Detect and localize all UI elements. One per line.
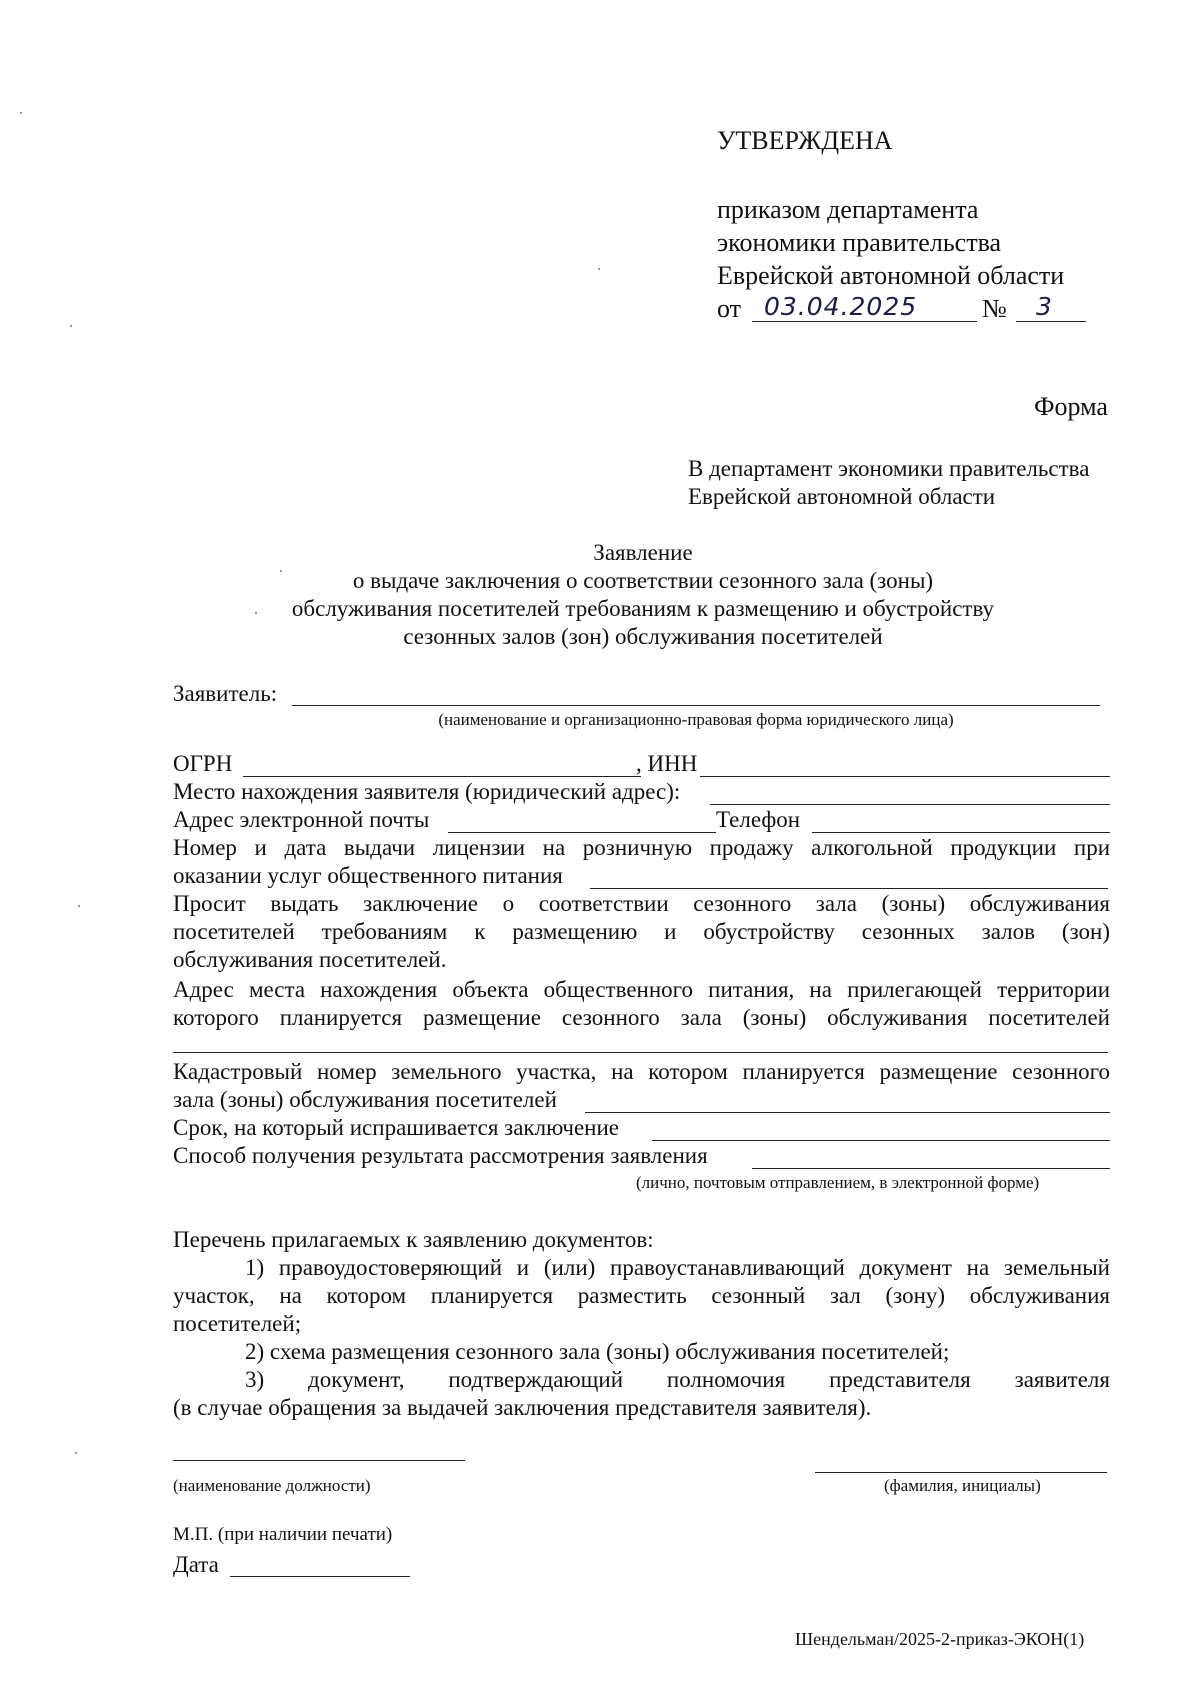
addressee-line-2: Еврейской автономной области xyxy=(688,484,996,509)
request-text-line-2: посетителей требованиям к размещению и обустройству сезонных залов (зон) xyxy=(173,919,1110,944)
phone-label: Телефон xyxy=(716,807,801,832)
scan-speck xyxy=(75,1452,77,1454)
ogrn-field-line[interactable] xyxy=(243,776,641,777)
result-method-label: Способ получения результата рассмотрения заявления xyxy=(173,1143,708,1168)
approval-number-line xyxy=(1016,321,1086,322)
approval-title: УТВЕРЖДЕНА xyxy=(717,126,893,155)
document-subtitle-line-1: о выдаче заключения о соответствии сезонного зала (зоны) xyxy=(352,568,934,593)
approval-number-prefix: № xyxy=(982,294,1007,323)
legal-address-field-line[interactable] xyxy=(710,804,1110,805)
scan-speck xyxy=(78,905,80,907)
documents-item-1-line-3: посетителей; xyxy=(173,1311,302,1336)
inn-field-line[interactable] xyxy=(700,776,1110,777)
email-label: Адрес электронной почты xyxy=(173,807,430,832)
legal-address-label: Место нахождения заявителя (юридический адрес): xyxy=(173,779,681,804)
position-signature-line[interactable] xyxy=(173,1460,465,1461)
addressee-line-1: В департамент экономики правительства xyxy=(688,456,1090,481)
stamp-label: М.П. (при наличии печати) xyxy=(173,1524,393,1545)
approval-line-3: Еврейской автономной области xyxy=(717,261,1065,290)
name-hint: (фамилия, инициалы) xyxy=(884,1476,1041,1495)
term-field-line[interactable] xyxy=(652,1140,1110,1141)
cadastral-field-line[interactable] xyxy=(585,1112,1110,1113)
ogrn-label: ОГРН xyxy=(173,751,233,776)
documents-item-1-line-2: участок, на котором планируется разместить сезонный зал (зону) обслуживания xyxy=(173,1283,1110,1308)
term-label: Срок, на который испрашивается заключение xyxy=(173,1115,619,1140)
position-hint: (наименование должности) xyxy=(173,1476,371,1495)
scan-speck xyxy=(70,325,72,327)
scan-speck xyxy=(20,112,22,114)
approval-date-prefix: от xyxy=(717,294,742,323)
document-subtitle-line-2: обслуживания посетителей требованиям к размещению и обустройству xyxy=(291,596,995,621)
documents-item-1-line-1: 1) правоудостоверяющий и (или) правоустанавливающий документ на земельный xyxy=(245,1255,1110,1280)
email-field-line[interactable] xyxy=(448,832,716,833)
approval-number-value: 3 xyxy=(1036,292,1053,321)
request-text-line-3: обслуживания посетителей. xyxy=(173,947,447,972)
result-method-hint: (лично, почтовым отправлением, в электронной форме) xyxy=(636,1173,1040,1192)
approval-date-value: 03.04.2025 xyxy=(764,292,918,321)
documents-title: Перечень прилагаемых к заявлению документов: xyxy=(173,1227,654,1252)
approval-line-2: экономики правительства xyxy=(717,228,1002,257)
documents-item-3-line-2: (в случае обращения за выдачей заключения представителя заявителя). xyxy=(173,1395,872,1420)
form-label: Форма xyxy=(1034,392,1108,421)
cadastral-text-line-1: Кадастровый номер земельного участка, на котором планируется размещение сезонного xyxy=(173,1059,1110,1084)
documents-item-2: 2) схема размещения сезонного зала (зоны) обслуживания посетителей; xyxy=(245,1339,950,1364)
license-text-line-2: оказании услуг общественного питания xyxy=(173,863,563,888)
approval-line-1: приказом департамента xyxy=(717,195,979,224)
phone-field-line[interactable] xyxy=(812,832,1110,833)
applicant-hint: (наименование и организационно-правовая форма юридического лица) xyxy=(438,710,954,729)
date-field-line[interactable] xyxy=(230,1576,410,1577)
applicant-field-line[interactable] xyxy=(292,705,1100,706)
scan-speck xyxy=(598,268,600,270)
documents-item-3-line-1: 3) документ, подтверждающий полномочия представителя заявителя xyxy=(245,1367,1110,1392)
date-label: Дата xyxy=(173,1552,219,1577)
license-text-line-1: Номер и дата выдачи лицензии на розничную продажу алкогольной продукции при xyxy=(173,835,1110,860)
cadastral-text-line-2: зала (зоны) обслуживания посетителей xyxy=(173,1087,557,1112)
inn-label: , ИНН xyxy=(636,751,698,776)
document-title: Заявление xyxy=(593,540,693,565)
name-signature-line[interactable] xyxy=(815,1472,1107,1473)
license-field-line[interactable] xyxy=(590,888,1108,889)
approval-date-line xyxy=(752,321,977,322)
location-text-line-1: Адрес места нахождения объекта общественного питания, на прилегающей территории xyxy=(173,977,1110,1002)
request-text-line-1: Просит выдать заключение о соответствии сезонного зала (зоны) обслуживания xyxy=(173,891,1110,916)
footer-document-code: Шендельман/2025-2-приказ-ЭКОН(1) xyxy=(795,1629,1085,1649)
location-text-line-2: которого планируется размещение сезонного зала (зоны) обслуживания посетителей xyxy=(173,1005,1110,1030)
result-method-field-line[interactable] xyxy=(752,1168,1110,1169)
applicant-label: Заявитель: xyxy=(173,681,278,706)
location-field-line[interactable] xyxy=(173,1052,1108,1053)
document-subtitle-line-3: сезонных залов (зон) обслуживания посетителей xyxy=(403,624,883,649)
